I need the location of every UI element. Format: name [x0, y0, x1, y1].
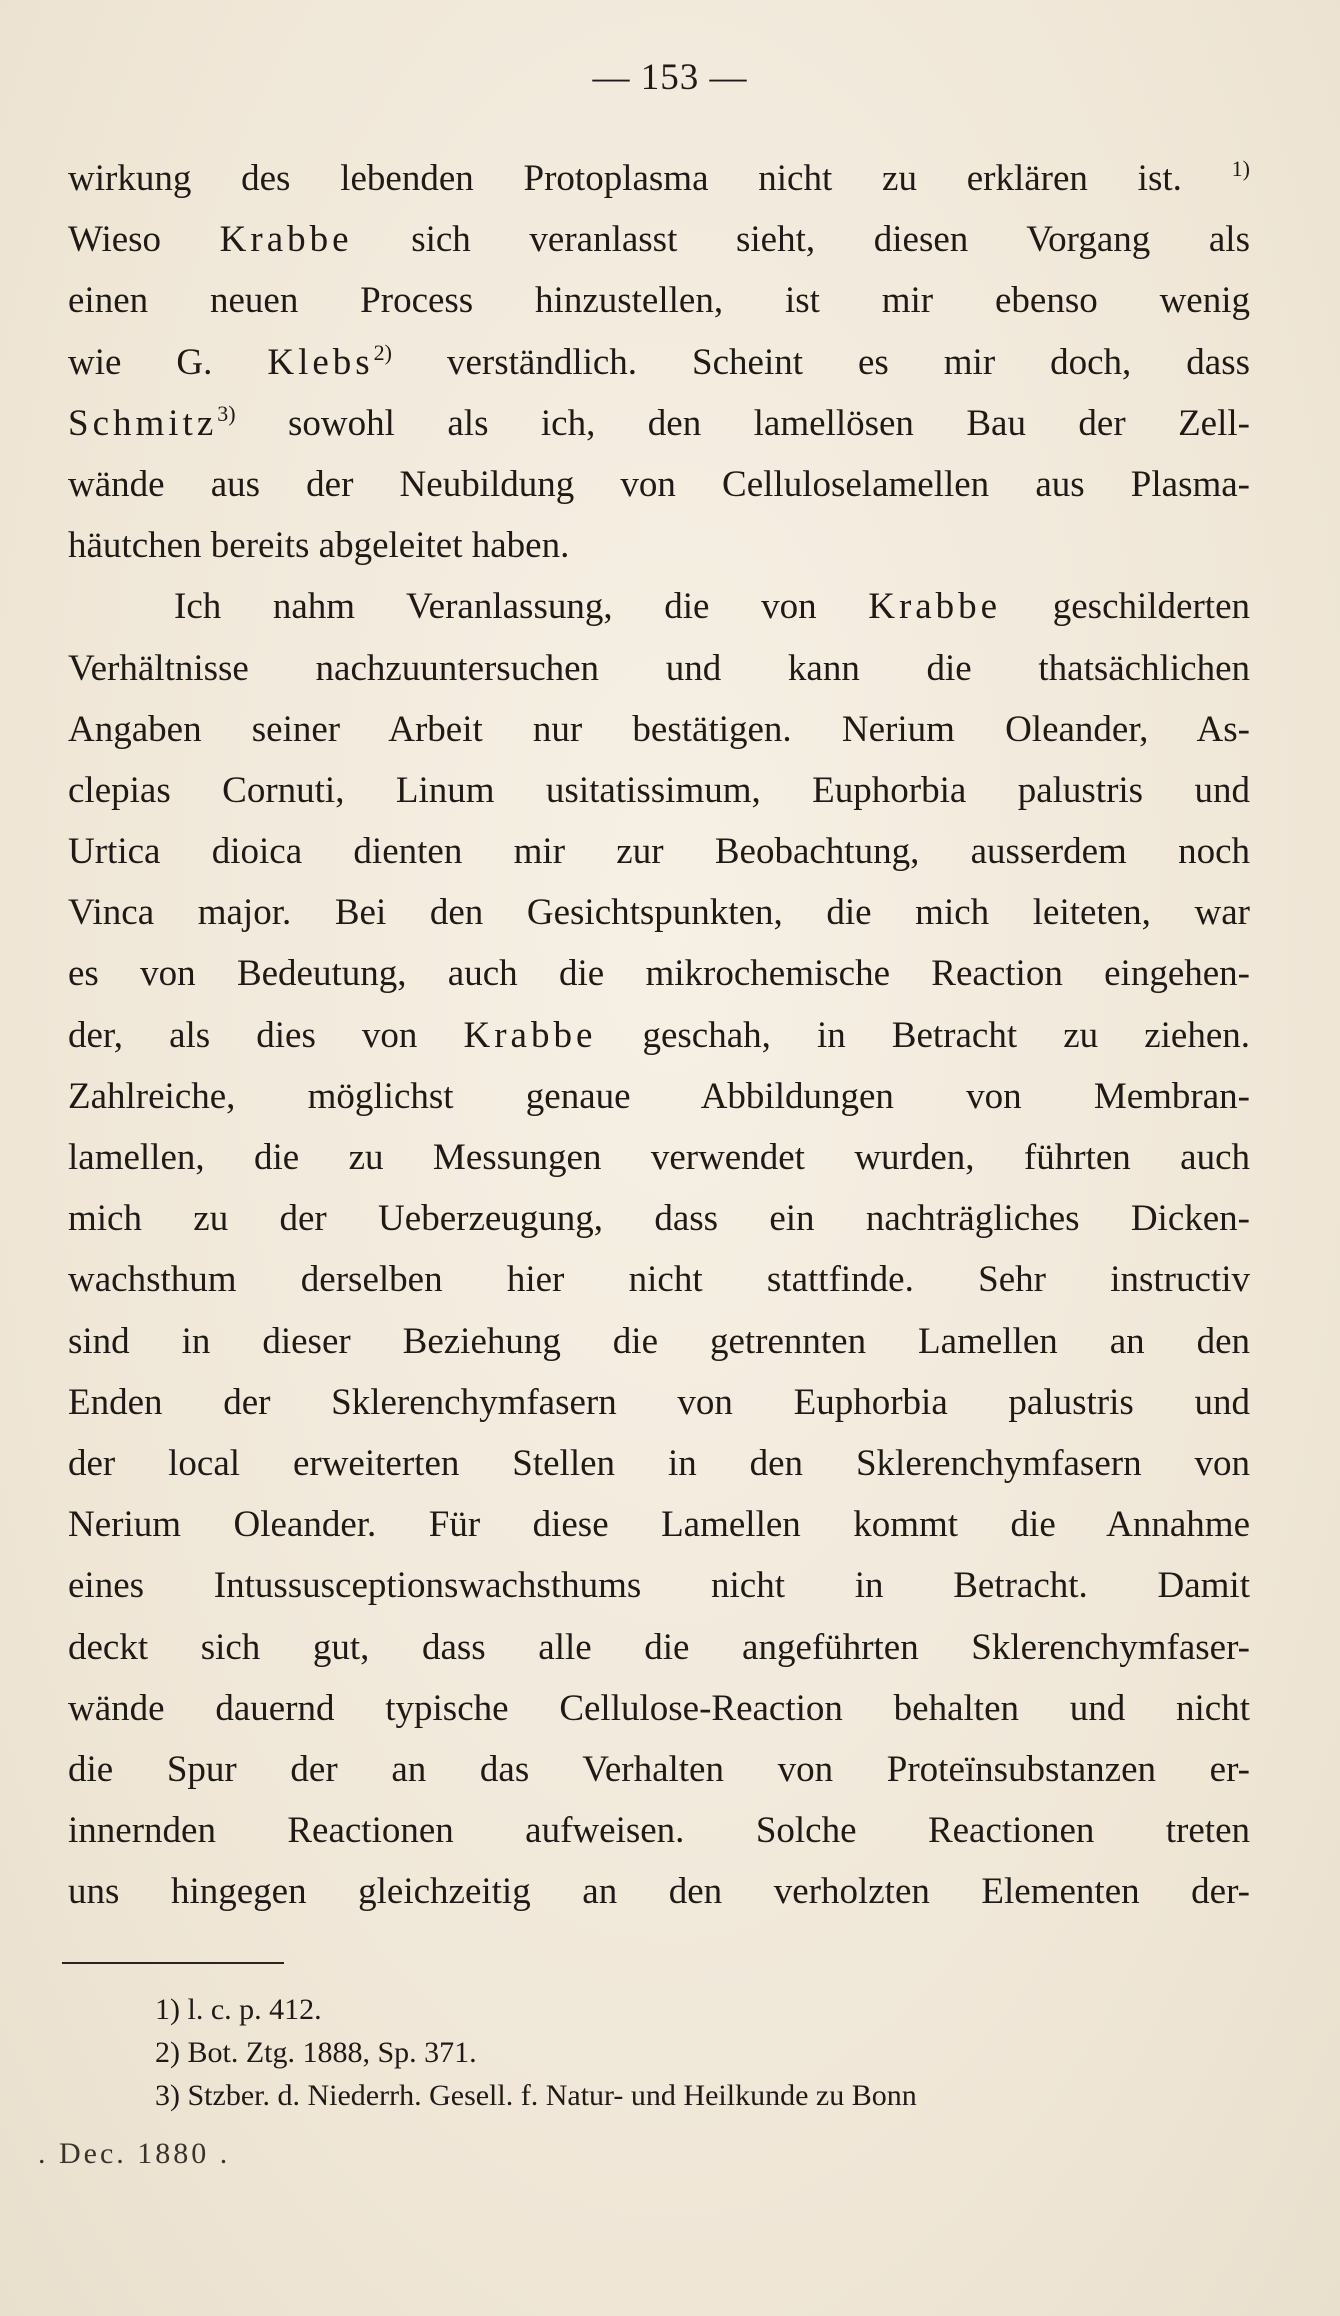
text-line: wände dauernd typische Cellulose-Reaction behalten und nicht	[68, 1687, 1250, 1729]
text-line: wände aus der Neubildung von Celluloselamellen aus Plasma-	[68, 463, 1250, 505]
text-line: Ich nahm Veranlassung, die von Krabbe geschilderten	[174, 586, 1250, 628]
text-line: die Spur der an das Verhalten von Proteïnsubstanzen er-	[68, 1748, 1250, 1790]
footnote-ref: 1)	[1231, 156, 1250, 181]
author-name: Schmitz	[68, 402, 218, 444]
text-line: Verhältnisse nachzuuntersuchen und kann die thatsächlichen	[68, 647, 1250, 689]
text-line: Urtica dioica dienten mir zur Beobachtung, ausserdem noch	[68, 831, 1250, 873]
text-line: eines Intussusceptionswachsthums nicht in Betracht. Damit	[68, 1565, 1250, 1607]
body-text	[68, 148, 1250, 1922]
text-line: Wieso Krabbe sich veranlasst sieht, diesen Vorgang als	[68, 219, 1250, 261]
text-line: Enden der Sklerenchymfasern von Euphorbia palustris und	[68, 1381, 1250, 1423]
page-number: — 153 —	[592, 57, 748, 98]
text-line: mich zu der Ueberzeugung, dass ein nachträgliches Dicken-	[68, 1198, 1250, 1240]
text-line: Nerium Oleander. Für diese Lamellen kommt die Annahme	[68, 1504, 1250, 1546]
text-line: Schmitz$^{3)}$ sowohl als ich, den lamellösen Bau der Zell-	[68, 400, 1250, 444]
text-line: deckt sich gut, dass alle die angeführten Sklerenchymfaser-	[68, 1626, 1250, 1668]
text-line: Vinca major. Bei den Gesichtspunkten, die mich leiteten, war	[68, 892, 1250, 934]
author-name: Krabbe	[463, 1014, 597, 1056]
footnote-divider	[62, 1962, 284, 1964]
text-line: wirkung des lebenden Protoplasma nicht zu erklären ist. $^{1)}$	[68, 156, 1250, 199]
text-line: der local erweiterten Stellen in den Sklerenchymfasern von	[68, 1442, 1250, 1484]
text-line: lamellen, die zu Messungen verwendet wurden, führten auch	[68, 1137, 1250, 1178]
text-line: wachsthum derselben hier nicht stattfinde. Sehr instructiv	[68, 1259, 1250, 1301]
text-line: Zahlreiche, möglichst genaue Abbildungen von Membran-	[68, 1075, 1250, 1117]
text-line: der, als dies von Krabbe geschah, in Betracht zu ziehen.	[68, 1014, 1250, 1056]
text-line: sind in dieser Beziehung die getrennten Lamellen an den	[68, 1320, 1250, 1362]
text-line: innernden Reactionen aufweisen. Solche Reactionen treten	[68, 1810, 1250, 1852]
text-line: uns hingegen gleichzeitig an den verholzten Elementen der-	[68, 1871, 1250, 1913]
footnote-ref: 3)	[217, 400, 236, 426]
footnote-ref: 2)	[373, 339, 392, 365]
text-line: wie G. Klebs$^{2)}$ verständlich. Scheint es mir doch, dass	[68, 339, 1250, 383]
footnote: 1) l. c. p. 412.	[155, 1993, 322, 2026]
footnotes	[155, 1988, 1255, 2117]
text-line: es von Bedeutung, auch die mikrochemische Reaction eingehen-	[68, 953, 1250, 995]
text-line: einen neuen Process hinzustellen, ist mir ebenso wenig	[68, 280, 1250, 322]
text-line: clepias Cornuti, Linum usitatissimum, Euphorbia palustris und	[68, 769, 1250, 811]
author-name: Klebs	[267, 341, 374, 383]
footnote-continuation: . Dec. 1880 .	[38, 2137, 231, 2170]
author-name: Krabbe	[219, 219, 353, 261]
footnote: 2) Bot. Ztg. 1888, Sp. 371.	[155, 2036, 477, 2069]
author-name: Krabbe	[868, 586, 1002, 628]
text-line: häutchen bereits abgeleitet haben.	[68, 525, 570, 567]
footnote: 3) Stzber. d. Niederrh. Gesell. f. Natur- und Heilkunde zu Bonn	[155, 2079, 917, 2112]
text-line: Angaben seiner Arbeit nur bestätigen. Nerium Oleander, As-	[68, 708, 1250, 750]
